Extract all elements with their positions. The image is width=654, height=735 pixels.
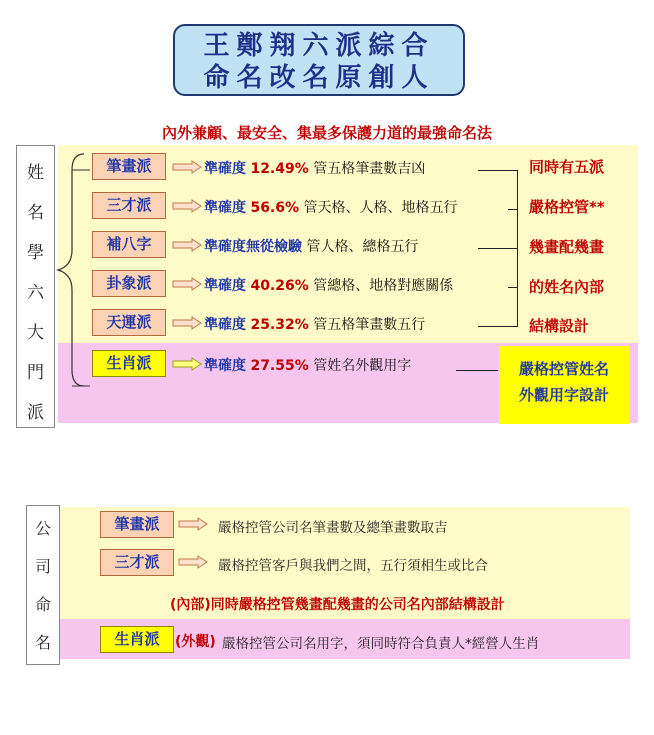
title-box: [173, 24, 465, 96]
left-brace: [56, 150, 96, 420]
bottom-school-zodiac: 生肖派: [100, 626, 174, 653]
school-heaven-luck: 天運派: [92, 309, 166, 336]
callout-line-1: 嚴格控管姓名: [518, 360, 609, 378]
title-line-1: 王鄭翔六派綜合: [203, 31, 435, 61]
accuracy-label: 準確度: [204, 200, 246, 216]
arrow-icon: [172, 316, 202, 330]
row-description: 管姓名外觀用字: [313, 358, 412, 374]
accuracy-label: 準確度無從檢驗: [204, 239, 302, 255]
vertical-char: 門: [27, 363, 44, 383]
bottom-row-text: 嚴格控管公司名筆畫數及總筆畫數取吉: [218, 520, 448, 536]
school-zodiac: 生肖派: [92, 350, 166, 377]
accuracy-value: 56.6%: [250, 200, 300, 216]
school-hexagram: 卦象派: [92, 270, 166, 297]
row-description: 管總格、地格對應關係: [313, 278, 454, 294]
note-text: 結構設計: [529, 317, 590, 335]
vertical-char: 派: [27, 403, 44, 423]
arrow-icon: [172, 357, 202, 371]
zodiac-callout: [499, 346, 629, 424]
row-description: 管天格、人格、地格五行: [303, 200, 458, 216]
row-description: 管五格筆畫數吉凶: [313, 161, 426, 177]
note-text: 的姓名內部: [529, 278, 605, 296]
row-text: [204, 275, 453, 295]
accuracy-label: 準確度: [204, 161, 246, 177]
bottom-external-prefix: (外觀): [175, 634, 216, 650]
accuracy-value: 27.55%: [250, 358, 309, 374]
row-text: [204, 197, 457, 217]
connector-line: [456, 370, 498, 371]
vertical-char: 姓: [27, 163, 44, 183]
vertical-char: 名: [34, 633, 51, 652]
bottom-row-text: 嚴格控管公司名用字，須同時符合負責人*經營人生肖: [222, 636, 540, 652]
arrow-icon: [172, 199, 202, 213]
connector-line: [478, 248, 518, 249]
vertical-char: 命: [34, 595, 51, 614]
vertical-char: 大: [27, 323, 44, 343]
bottom-school-three-talents: 三才派: [100, 549, 174, 576]
row-description: 管人格、總格五行: [306, 239, 419, 255]
bottom-internal-note: (內部)同時嚴格控管幾畫配幾畫的公司名內部結構設計: [170, 597, 505, 613]
note-text: 幾畫配幾畫: [529, 238, 605, 256]
vertical-char: 名: [27, 203, 44, 223]
note-text: 嚴格控管**: [529, 198, 605, 216]
row-description: 管五格筆畫數五行: [313, 317, 426, 333]
arrow-icon: [178, 555, 208, 569]
bottom-school-stroke-count: 筆畫派: [100, 511, 174, 538]
accuracy-value: 25.32%: [250, 317, 309, 333]
callout-line-2: 外觀用字設計: [518, 386, 609, 404]
vertical-label-six-schools: [16, 145, 55, 428]
row-text: [204, 158, 425, 178]
accuracy-label: 準確度: [204, 358, 246, 374]
vertical-char: 學: [27, 243, 44, 263]
row-text: [204, 355, 411, 375]
school-stroke-count: 筆畫派: [92, 153, 166, 180]
bottom-row-text: 嚴格控管客戶與我們之間，五行須相生或比合: [218, 558, 488, 574]
connector-line: [478, 170, 518, 171]
note-text: 同時有五派: [529, 158, 605, 176]
row-text: [204, 236, 418, 256]
connector-line: [517, 170, 518, 327]
subtitle: 內外兼顧、最安全、集最多保護力道的最強命名法: [161, 124, 492, 142]
arrow-icon: [172, 277, 202, 291]
vertical-char: 六: [27, 283, 44, 303]
vertical-char: 公: [34, 519, 51, 538]
title-line-2: 命名改名原創人: [203, 63, 435, 93]
arrow-icon: [172, 238, 202, 252]
row-text: [204, 314, 425, 334]
arrow-icon: [172, 160, 202, 174]
vertical-label-company-naming: [26, 505, 60, 665]
connector-line: [478, 326, 518, 327]
accuracy-value: 12.49%: [250, 161, 309, 177]
vertical-char: 司: [34, 557, 51, 576]
school-three-talents: 三才派: [92, 192, 166, 219]
school-bazi: 補八字: [92, 231, 166, 258]
accuracy-label: 準確度: [204, 278, 246, 294]
accuracy-label: 準確度: [204, 317, 246, 333]
arrow-icon: [178, 517, 208, 531]
accuracy-value: 40.26%: [250, 278, 309, 294]
